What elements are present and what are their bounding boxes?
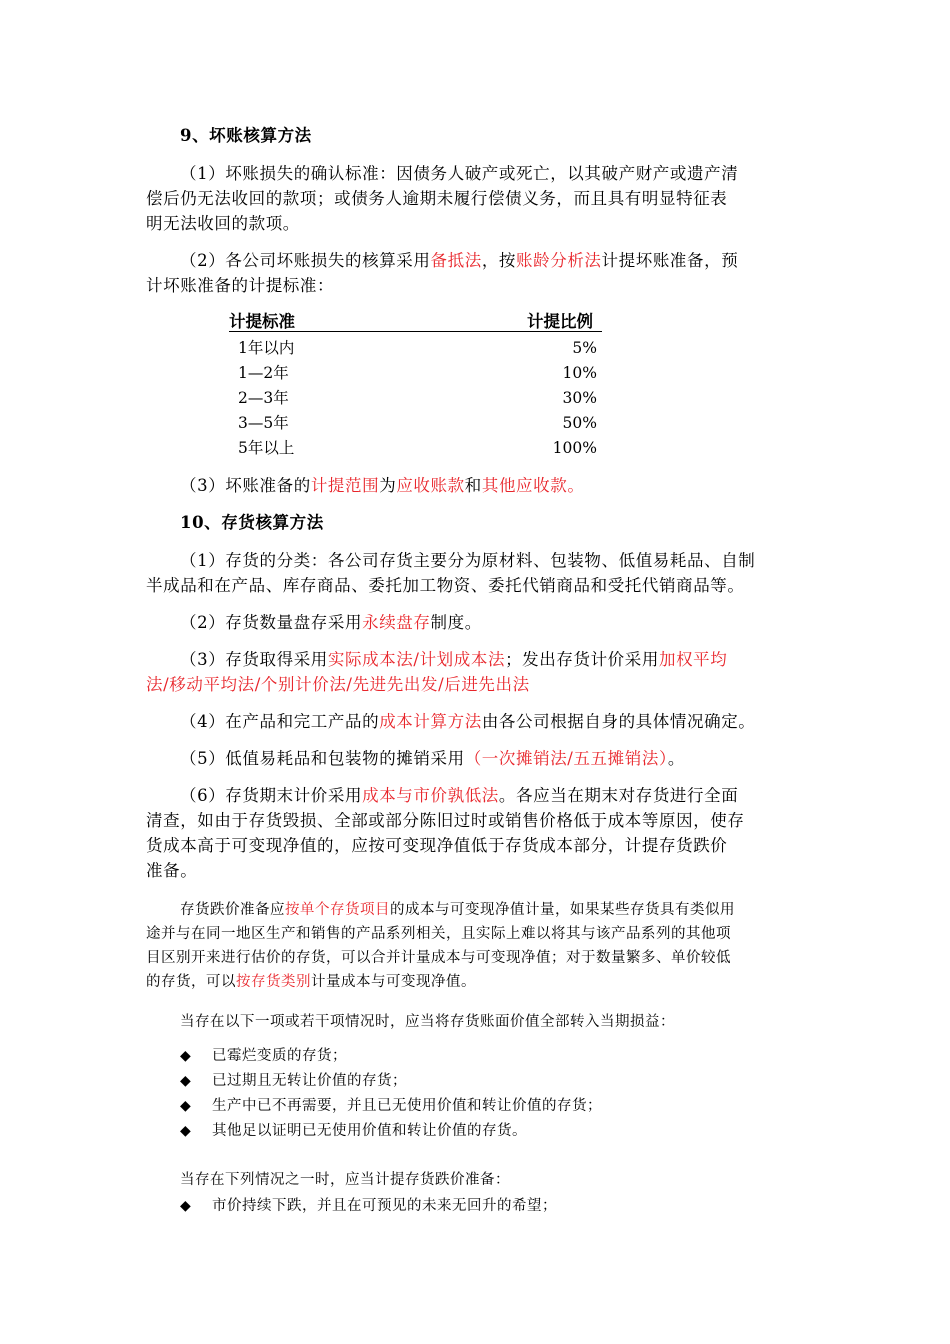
- s10-p4-text-c: 由各公司根据自身的具体情况确定。: [481, 712, 756, 731]
- list-item: 市价持续下跌，并且在可预见的未来无回升的希望；: [212, 1198, 557, 1214]
- s10-p6-line1: [180, 786, 738, 806]
- s10-p6-line4: 准备。: [146, 861, 198, 880]
- s10-p3-text-a: （3）存货取得采用: [180, 650, 328, 669]
- list-item: 生产中已不再需要，并且已无使用价值和转让价值的存货；: [212, 1098, 602, 1114]
- s10-p5-text-c: 。: [667, 749, 685, 768]
- table-header-ratio: 计提比例: [527, 312, 593, 331]
- s9-p2-line1: [180, 251, 738, 271]
- diamond-bullet-icon: ◆: [180, 1123, 191, 1139]
- section-10-title: 10、存货核算方法: [180, 513, 324, 532]
- s10-p4-term-method: 成本计算方法: [379, 712, 482, 731]
- s10-p6-line3: 货成本高于可变现净值的，应按可变现净值低于存货成本部分，计提存货跌价: [146, 836, 728, 855]
- s9-p3-text-e: 和: [464, 476, 482, 495]
- s10-p3-term-weighted: 加权平均: [658, 650, 728, 669]
- s10-p7-text-f: 计量成本与可变现净值。: [311, 974, 476, 990]
- s10-p9: 当存在下列情况之一时，应当计提存货跌价准备：: [180, 1172, 510, 1188]
- s10-p5-term-amortization: （一次摊销法/五五摊销法）: [464, 749, 668, 768]
- s9-p3-term-scope: 计提范围: [310, 476, 380, 495]
- s9-p2-text-c: ，按: [481, 251, 517, 270]
- s10-p7-line2: 途并与在同一地区生产和销售的产品系列相关，且实际上难以将其与该产品系列的其他项: [146, 926, 731, 942]
- table-row-ratio: 100%: [552, 439, 597, 457]
- table-row-term: 1—2年: [238, 364, 289, 382]
- s9-p1-line1: （1）坏账损失的确认标准：因债务人破产或死亡，以其破产财产或遗产清: [180, 164, 739, 183]
- s10-p8: 当存在以下一项或若干项情况时，应当将存货账面价值全部转入当期损益：: [180, 1014, 675, 1030]
- s10-p7-line3: 目区别开来进行估价的存货，可以合并计量成本与可变现净值；对于数量繁多、单价较低: [146, 950, 731, 966]
- table-header-rule: [229, 331, 602, 332]
- section-9-title: 9、坏账核算方法: [180, 126, 312, 145]
- s10-p2: [180, 613, 482, 633]
- s10-p2-text-c: 制度。: [430, 613, 482, 632]
- table-row-term: 3—5年: [238, 414, 289, 432]
- table-row-term: 2—3年: [238, 389, 289, 407]
- s9-p2-text-a: （2）各公司坏账损失的核算采用: [180, 251, 431, 270]
- s10-p7-text-a: 存货跌价准备应: [180, 902, 285, 918]
- table-row-term: 1年以内: [238, 339, 295, 357]
- s10-p1-line2: 半成品和在产品、库存商品、委托加工物资、委托代销商品和受托代销商品等。: [146, 576, 745, 595]
- diamond-bullet-icon: ◆: [180, 1098, 191, 1114]
- s10-p3-term-cost: 实际成本法/计划成本法: [327, 650, 506, 669]
- s10-p2-term-perpetual: 永续盘存: [362, 613, 431, 632]
- s10-p6-term-lower: 成本与市价孰低法: [362, 786, 499, 805]
- s10-p6-text-a: （6）存货期末计价采用: [180, 786, 363, 805]
- s10-p1-line1: （1）存货的分类：各公司存货主要分为原材料、包装物、低值易耗品、自制: [180, 551, 756, 570]
- s10-p7-text-c: 的成本与可变现净值计量，如果某些存货具有类似用: [390, 902, 735, 918]
- table-row-ratio: 5%: [572, 339, 597, 357]
- s9-p2-term-aging: 账龄分析法: [516, 251, 602, 270]
- s9-p3-term-receivable: 应收账款: [396, 476, 465, 495]
- list-item: 其他足以证明已无使用价值和转让价值的存货。: [212, 1123, 527, 1139]
- s9-p3-text-a: （3）坏账准备的: [180, 476, 311, 495]
- s10-p4: [180, 712, 755, 732]
- table-row-ratio: 30%: [562, 389, 597, 407]
- s10-p2-text-a: （2）存货数量盘存采用: [180, 613, 363, 632]
- s10-p7-line4: [146, 972, 476, 992]
- diamond-bullet-icon: ◆: [180, 1198, 191, 1214]
- table-row-ratio: 50%: [562, 414, 597, 432]
- table-row-term: 5年以上: [238, 439, 295, 457]
- s9-p1-line2: 偿后仍无法收回的款项；或债务人逾期未履行偿债义务，而且具有明显特征表: [146, 189, 728, 208]
- table-header-standard: 计提标准: [229, 312, 295, 331]
- list-item: 已过期且无转让价值的存货；: [212, 1073, 407, 1089]
- table-row-ratio: 10%: [562, 364, 597, 382]
- s10-p7-term-category: 按存货类别: [236, 974, 311, 990]
- s9-p2-term-allowance: 备抵法: [430, 251, 482, 270]
- s10-p6-text-c: 。各应当在期末对存货进行全面: [498, 786, 739, 805]
- s9-p2-line2: 计坏账准备的计提标准：: [146, 276, 335, 295]
- diamond-bullet-icon: ◆: [180, 1073, 191, 1089]
- s9-p3-term-other: 其他应收款。: [481, 476, 585, 495]
- s10-p5: [180, 749, 685, 769]
- diamond-bullet-icon: ◆: [180, 1048, 191, 1064]
- s10-p7-line1: [180, 900, 735, 920]
- s9-p1-line3: 明无法收回的款项。: [146, 214, 300, 233]
- s9-p3-text-c: 为: [379, 476, 397, 495]
- s10-p3-text-c: ；发出存货计价采用: [505, 650, 659, 669]
- list-item: 已霉烂变质的存货；: [212, 1048, 347, 1064]
- s10-p3-line2: 法/移动平均法/个别计价法/先进先出发/后进先出法: [146, 675, 530, 694]
- s10-p5-text-a: （5）低值易耗品和包装物的摊销采用: [180, 749, 465, 768]
- s10-p6-line2: 清查，如由于存货毁损、全部或部分陈旧过时或销售价格低于成本等原因，使存: [146, 811, 745, 830]
- s9-p3: [180, 476, 584, 496]
- s10-p7-term-single: 按单个存货项目: [285, 902, 390, 918]
- s9-p2-text-e: 计提坏账准备，预: [601, 251, 739, 270]
- s10-p3-line1: [180, 650, 727, 670]
- s10-p4-text-a: （4）在产品和完工产品的: [180, 712, 380, 731]
- s10-p7-text-d: 的存货，可以: [146, 974, 236, 990]
